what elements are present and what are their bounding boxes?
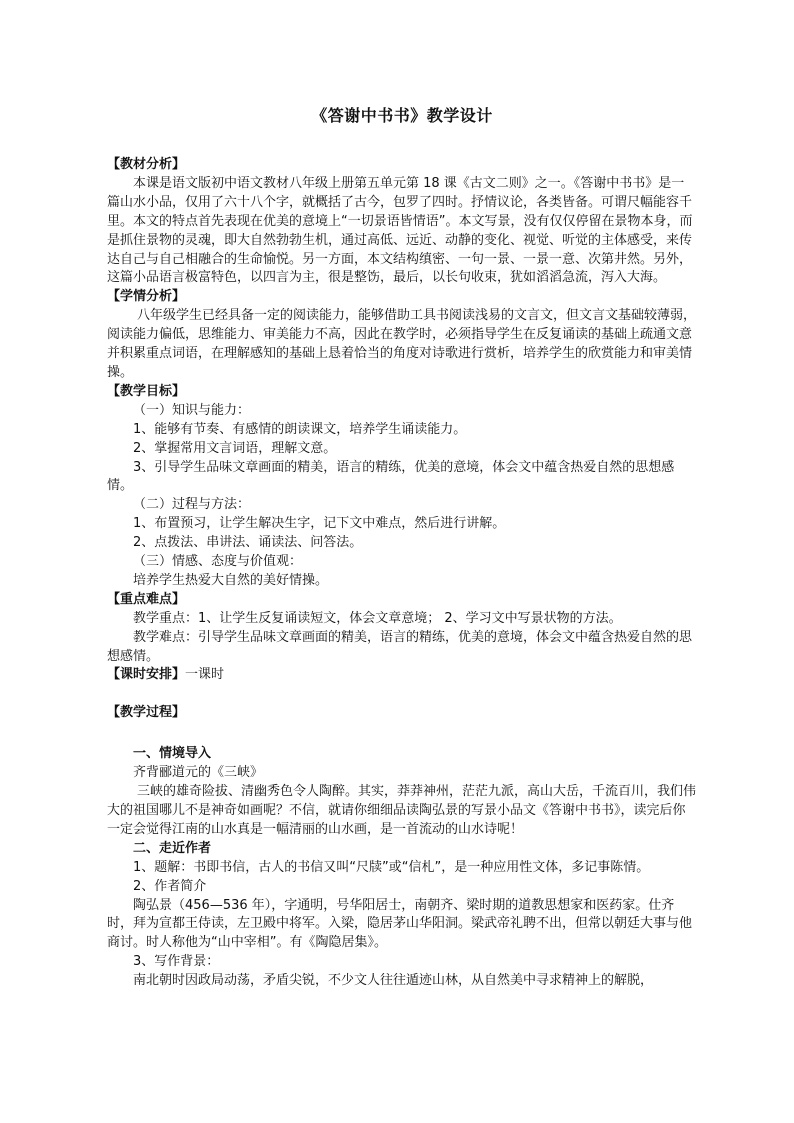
paragraph-jiaocai: 本课是语文版初中语文教材八年级上册第五单元第 18 课《古文二则》之一。《答谢中书书》是一篇山水小品，仅用了六十八个字，就概括了古今，包罗了四时。抒情议论，各类皆备。可谓尺幅能容千里。本文的特点首先表现在优美的意境上“一切景语皆情语”。本文写景，没有仅仅停留在景物本身，而是抓住景物的灵魂，即大自然勃勃生机，通过高低、远近、动静的变化、视觉、听觉的主体感受，来传达自己与自己相融合的生命愉悦。另一方面，本文结构缜密、一句一景、一景一意、次第井然。另外，这篇小品语言极富特色，以四言为主，很是整饬，最后，以长句收束，犹如滔滔急流，泻入大海。 <box>107 175 693 286</box>
document-title: 《答谢中书书》教学设计 <box>311 106 493 125</box>
step-text: 齐背郦道元的《三峡》 <box>133 765 264 781</box>
key-point-line: 教学重点：1、让学生反复诵读短文，体会文章意境； 2、学习文中写景状物的方法。 <box>133 610 622 626</box>
heading-xueqing: 【学情分析】 <box>107 289 186 305</box>
objective-item: 2、掌握常用文言词语，理解文意。 <box>133 440 337 456</box>
heading-guocheng: 【教学过程】 <box>107 705 186 721</box>
heading-jiaocai: 【教材分析】 <box>107 157 186 172</box>
subheading-emotion: （三）情感、态度与价值观： <box>133 554 303 570</box>
subheading-process: （二）过程与方法： <box>133 497 251 513</box>
objective-item: 1、能够有节奏、有感情的朗读课文，培养学生诵读能力。 <box>133 421 467 437</box>
subheading-knowledge: （一）知识与能力： <box>133 402 251 418</box>
spacer <box>107 723 697 745</box>
heading-zhongdian: 【重点难点】 <box>107 591 186 607</box>
step-text: 1、题解：书即书信，古人的书信又叫“尺牍”或“信札”，是一种应用性文体，多记事陈情。 <box>133 859 650 875</box>
step-title-intro: 一、情境导入 <box>133 746 212 762</box>
schedule-line <box>107 666 697 685</box>
step-title-author: 二、走近作者 <box>133 840 212 856</box>
objective-item: 1、布置预习，让学生解决生字，记下文中难点，然后进行讲解。 <box>133 516 506 532</box>
step-text: 3、写作背景： <box>133 954 220 970</box>
step-text: 陶弘景（456—536 年），字通明，号华阳居士，南朝齐、梁时期的道教思想家和医药家。仕齐时，拜为宣都王侍读，左卫殿中将军。入梁，隐居茅山华阳洞。梁武帝礼聘不出，但常以朝廷大事与他商讨。时人称他为“山中宰相”。有《陶隐居集》。 <box>107 897 693 951</box>
objective-item: 3、引导学生品味文章画面的精美，语言的精练，优美的意境，体会文中蕴含热爱自然的思想感情。 <box>107 459 675 494</box>
step-text: 三峡的雄奇险拔、清幽秀色令人陶醉。其实，莽莽神州，茫茫九派，高山大岳，千流百川，我们伟大的祖国哪儿不是神奇如画呢？不信，就请你细细品读陶弘景的写景小品文《答谢中书书》，读完后你一定会觉得江南的山水真是一幅清丽的山水画，是一首流动的山水诗呢！ <box>107 784 697 837</box>
step-text: 2、作者简介 <box>133 878 207 894</box>
schedule-value: 一课时 <box>185 667 225 683</box>
difficulty-line: 教学难点：引导学生品味文章画面的精美，语言的精练，优美的意境，体会文中蕴含热爱自然的思想感情。 <box>107 629 693 664</box>
spacer <box>107 685 697 704</box>
paragraph-xueqing: 八年级学生已经具备一定的阅读能力，能够借助工具书阅读浅易的文言文，但文言文基础较薄弱，阅读能力偏低，思维能力、审美能力不高，因此在教学时，必须指导学生在反复诵读的基础上疏通文意并积累重点词语，在理解感知的基础上恳着恰当的角度对诗歌进行赏析，培养学生的欣赏能力和审美情操。 <box>107 308 697 380</box>
objective-item: 培养学生热爱大自然的美好情操。 <box>133 572 329 588</box>
step-text: 南北朝时因政局动荡，矛盾尖锐，不少文人往往遁迹山林，从自然美中寻求精神上的解脱， <box>133 973 654 989</box>
objective-item: 2、点拨法、串讲法、诵读法、问答法。 <box>133 535 363 551</box>
heading-keshi: 【课时安排】 <box>107 667 186 683</box>
document-body <box>107 104 697 991</box>
heading-mubiao: 【教学目标】 <box>107 383 186 399</box>
